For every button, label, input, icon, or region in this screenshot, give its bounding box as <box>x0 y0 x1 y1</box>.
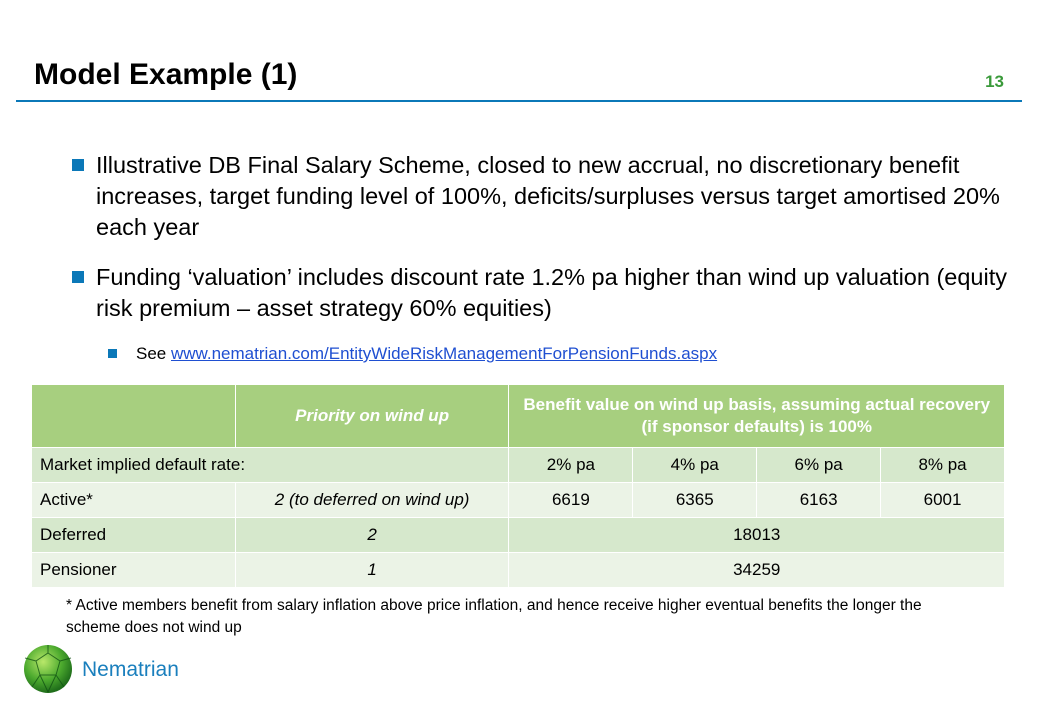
slide-title: Model Example (1) <box>34 58 298 91</box>
rate-cell: 2% pa <box>509 448 633 483</box>
square-bullet-icon <box>108 349 117 358</box>
row-label: Active* <box>32 483 236 518</box>
row-priority: 1 <box>235 553 509 588</box>
header-empty-cell <box>32 385 236 448</box>
value-cell: 34259 <box>509 553 1005 588</box>
table-header-row <box>32 385 1005 448</box>
footnote: * Active members benefit from salary inflation above price inflation, and hence receive higher eventual benefits the longer the scheme does not wind up <box>66 597 922 636</box>
bullet-2-text: Funding ‘valuation’ includes discount rate 1.2% pa higher than wind up valuation (equity risk premium – asset strategy 60% equities) <box>96 264 1007 321</box>
value-cell: 18013 <box>509 518 1005 553</box>
value-cell: 6619 <box>509 483 633 518</box>
table-row-deferred <box>32 518 1005 553</box>
value-cell: 6163 <box>757 483 881 518</box>
slide-number: 13 <box>985 72 1004 91</box>
row-priority: 2 (to deferred on wind up) <box>235 483 509 518</box>
nematrian-logo-icon <box>22 643 74 695</box>
reference-link[interactable]: www.nematrian.com/EntityWideRiskManagementForPensionFunds.aspx <box>170 344 718 363</box>
brand-name: Nematrian <box>82 658 179 681</box>
title-divider <box>16 100 1022 102</box>
row-label: Pensioner <box>32 553 236 588</box>
table-row-pensioner <box>32 553 1005 588</box>
benefit-table <box>31 384 1005 588</box>
row-label: Deferred <box>32 518 236 553</box>
value-cell: 6365 <box>633 483 757 518</box>
square-bullet-icon <box>72 271 84 283</box>
rate-cell: 8% pa <box>881 448 1005 483</box>
table-row-active <box>32 483 1005 518</box>
header-benefit: Benefit value on wind up basis, assuming actual recovery (if sponsor defaults) is 100% <box>509 385 1005 448</box>
value-cell: 6001 <box>881 483 1005 518</box>
sub-bullet-prefix: See <box>136 344 171 363</box>
header-priority: Priority on wind up <box>235 385 509 448</box>
square-bullet-icon <box>72 159 84 171</box>
table-row-rates <box>32 448 1005 483</box>
rate-label: Market implied default rate: <box>32 448 509 483</box>
rate-cell: 6% pa <box>757 448 881 483</box>
rate-cell: 4% pa <box>633 448 757 483</box>
row-priority: 2 <box>235 518 509 553</box>
bullet-1-text: Illustrative DB Final Salary Scheme, closed to new accrual, no discretionary benefit increases, target funding level of 100%, deficits/surpluses versus target amortised 20% each year <box>96 152 1000 240</box>
